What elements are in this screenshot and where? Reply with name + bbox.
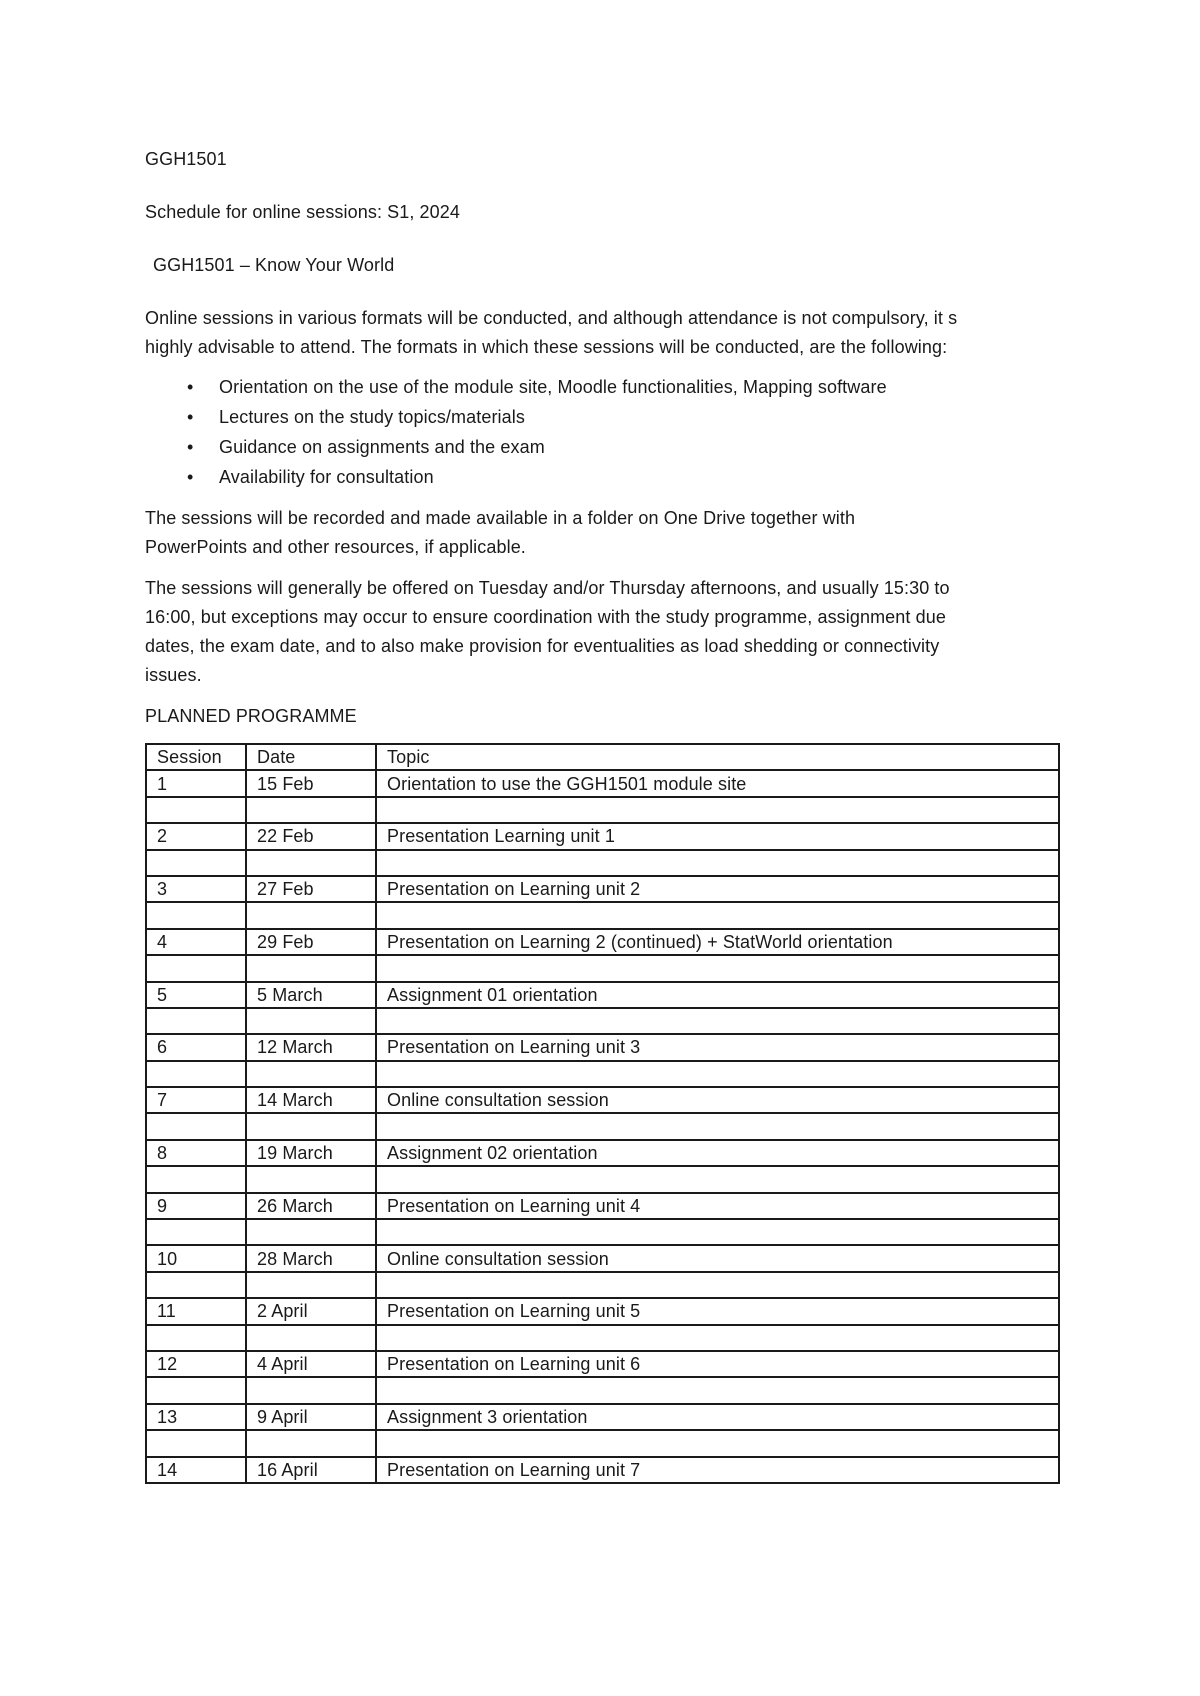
- cell-date: 9 April: [246, 1404, 376, 1430]
- cell-date: [246, 1008, 376, 1034]
- list-item-text: Lectures on the study topics/materials: [219, 407, 525, 427]
- recorded-line-1: The sessions will be recorded and made available in a folder on One Drive together with: [145, 508, 856, 528]
- cell-topic: [376, 1166, 1059, 1192]
- offered-paragraph: [145, 574, 1065, 690]
- cell-date: 12 March: [246, 1034, 376, 1060]
- cell-date: 14 March: [246, 1087, 376, 1113]
- cell-topic: [376, 1377, 1059, 1403]
- cell-topic: [376, 1008, 1059, 1034]
- table-row: [146, 1113, 1059, 1139]
- cell-date: 29 Feb: [246, 929, 376, 955]
- cell-topic: [376, 955, 1059, 981]
- table-row: [146, 1008, 1059, 1034]
- cell-topic: Presentation on Learning unit 3: [376, 1034, 1059, 1060]
- table-row: [146, 823, 1059, 849]
- bullet-icon: •: [187, 377, 194, 397]
- cell-session: 3: [146, 876, 246, 902]
- cell-session: 4: [146, 929, 246, 955]
- cell-topic: Presentation on Learning unit 4: [376, 1193, 1059, 1219]
- table-row: [146, 1140, 1059, 1166]
- bullet-icon: •: [187, 437, 194, 457]
- table-row: [146, 955, 1059, 981]
- cell-date: 28 March: [246, 1245, 376, 1271]
- cell-topic: Assignment 01 orientation: [376, 982, 1059, 1008]
- cell-session: 10: [146, 1245, 246, 1271]
- table-row: [146, 1219, 1059, 1245]
- cell-session: 8: [146, 1140, 246, 1166]
- table-row: [146, 1404, 1059, 1430]
- course-title: GGH1501 – Know Your World: [153, 255, 395, 275]
- cell-date: [246, 1166, 376, 1192]
- bullet-icon: •: [187, 407, 194, 427]
- cell-topic: Presentation on Learning unit 2: [376, 876, 1059, 902]
- cell-date: [246, 1219, 376, 1245]
- cell-date: 15 Feb: [246, 770, 376, 796]
- table-row: [146, 1061, 1059, 1087]
- cell-session: [146, 797, 246, 823]
- cell-date: 16 April: [246, 1457, 376, 1483]
- table-row: [146, 1166, 1059, 1192]
- header-topic: Topic: [376, 744, 1059, 770]
- table-row: [146, 770, 1059, 796]
- table-row: [146, 1325, 1059, 1351]
- cell-session: [146, 902, 246, 928]
- table-row: [146, 1377, 1059, 1403]
- cell-topic: [376, 1113, 1059, 1139]
- table-row: [146, 1193, 1059, 1219]
- programme-table: [145, 743, 1060, 1484]
- cell-session: [146, 1430, 246, 1456]
- cell-date: [246, 1113, 376, 1139]
- cell-session: 12: [146, 1351, 246, 1377]
- cell-topic: [376, 1219, 1059, 1245]
- cell-date: 22 Feb: [246, 823, 376, 849]
- cell-date: [246, 955, 376, 981]
- offered-line-3: dates, the exam date, and to also make provision for eventualities as load shedding or connectivity: [145, 636, 940, 656]
- cell-topic: Orientation to use the GGH1501 module site: [376, 770, 1059, 796]
- cell-session: 6: [146, 1034, 246, 1060]
- cell-session: [146, 1325, 246, 1351]
- cell-date: 2 April: [246, 1298, 376, 1324]
- table-row: [146, 850, 1059, 876]
- table-row: [146, 929, 1059, 955]
- cell-session: 2: [146, 823, 246, 849]
- cell-topic: [376, 1272, 1059, 1298]
- intro-line-1: Online sessions in various formats will be conducted, and although attendance is not compulsory, it s: [145, 308, 958, 328]
- table-row: [146, 876, 1059, 902]
- cell-topic: [376, 1430, 1059, 1456]
- table-row: [146, 1245, 1059, 1271]
- cell-topic: [376, 850, 1059, 876]
- cell-session: [146, 1219, 246, 1245]
- course-code: GGH1501: [145, 149, 227, 169]
- cell-topic: Presentation on Learning 2 (continued) + StatWorld orientation: [376, 929, 1059, 955]
- intro-paragraph: [145, 304, 1065, 362]
- cell-topic: [376, 902, 1059, 928]
- cell-session: [146, 1166, 246, 1192]
- offered-line-1: The sessions will generally be offered on Tuesday and/or Thursday afternoons, and usually 15:30 to: [145, 578, 950, 598]
- cell-topic: Presentation on Learning unit 7: [376, 1457, 1059, 1483]
- cell-session: 14: [146, 1457, 246, 1483]
- cell-session: [146, 1008, 246, 1034]
- table-row: [146, 1457, 1059, 1483]
- list-item: [145, 372, 1065, 402]
- cell-date: 19 March: [246, 1140, 376, 1166]
- cell-date: [246, 1272, 376, 1298]
- table-row: [146, 1430, 1059, 1456]
- intro-line-2: highly advisable to attend. The formats in which these sessions will be conducted, are the following:: [145, 337, 948, 357]
- recorded-paragraph: [145, 504, 1065, 562]
- cell-topic: Assignment 02 orientation: [376, 1140, 1059, 1166]
- cell-session: 7: [146, 1087, 246, 1113]
- cell-session: 5: [146, 982, 246, 1008]
- cell-date: [246, 797, 376, 823]
- cell-date: 26 March: [246, 1193, 376, 1219]
- cell-topic: Assignment 3 orientation: [376, 1404, 1059, 1430]
- table-row: [146, 982, 1059, 1008]
- table-row: [146, 1272, 1059, 1298]
- list-item-text: Availability for consultation: [219, 467, 434, 487]
- cell-topic: Presentation on Learning unit 6: [376, 1351, 1059, 1377]
- cell-session: [146, 1272, 246, 1298]
- cell-date: 4 April: [246, 1351, 376, 1377]
- table-row: [146, 1034, 1059, 1060]
- cell-session: 13: [146, 1404, 246, 1430]
- list-item: [145, 432, 1065, 462]
- cell-session: 9: [146, 1193, 246, 1219]
- cell-session: 11: [146, 1298, 246, 1324]
- header-date: Date: [246, 744, 376, 770]
- cell-session: [146, 1377, 246, 1403]
- cell-date: 27 Feb: [246, 876, 376, 902]
- cell-session: [146, 1113, 246, 1139]
- cell-topic: [376, 1061, 1059, 1087]
- session-formats-list: [145, 372, 1065, 492]
- cell-topic: [376, 797, 1059, 823]
- cell-session: [146, 1061, 246, 1087]
- cell-date: [246, 1061, 376, 1087]
- table-row: [146, 1087, 1059, 1113]
- cell-date: [246, 850, 376, 876]
- document-body: [145, 145, 1065, 1484]
- table-row: [146, 1351, 1059, 1377]
- bullet-icon: •: [187, 467, 194, 487]
- table-header-row: [146, 744, 1059, 770]
- cell-date: [246, 902, 376, 928]
- recorded-line-2: PowerPoints and other resources, if applicable.: [145, 537, 526, 557]
- cell-session: [146, 955, 246, 981]
- list-item-text: Guidance on assignments and the exam: [219, 437, 545, 457]
- cell-topic: Presentation Learning unit 1: [376, 823, 1059, 849]
- cell-topic: Online consultation session: [376, 1087, 1059, 1113]
- table-row: [146, 902, 1059, 928]
- cell-date: [246, 1325, 376, 1351]
- list-item: [145, 462, 1065, 492]
- cell-topic: Online consultation session: [376, 1245, 1059, 1271]
- cell-topic: Presentation on Learning unit 5: [376, 1298, 1059, 1324]
- planned-programme-heading: PLANNED PROGRAMME: [145, 706, 357, 726]
- offered-line-4: issues.: [145, 665, 202, 685]
- offered-line-2: 16:00, but exceptions may occur to ensure coordination with the study programme, assignment due: [145, 607, 946, 627]
- cell-topic: [376, 1325, 1059, 1351]
- table-row: [146, 1298, 1059, 1324]
- list-item-text: Orientation on the use of the module site, Moodle functionalities, Mapping software: [219, 377, 887, 397]
- header-session: Session: [146, 744, 246, 770]
- cell-date: 5 March: [246, 982, 376, 1008]
- schedule-heading: Schedule for online sessions: S1, 2024: [145, 202, 461, 222]
- cell-session: [146, 850, 246, 876]
- cell-session: 1: [146, 770, 246, 796]
- cell-date: [246, 1430, 376, 1456]
- list-item: [145, 402, 1065, 432]
- cell-date: [246, 1377, 376, 1403]
- table-row: [146, 797, 1059, 823]
